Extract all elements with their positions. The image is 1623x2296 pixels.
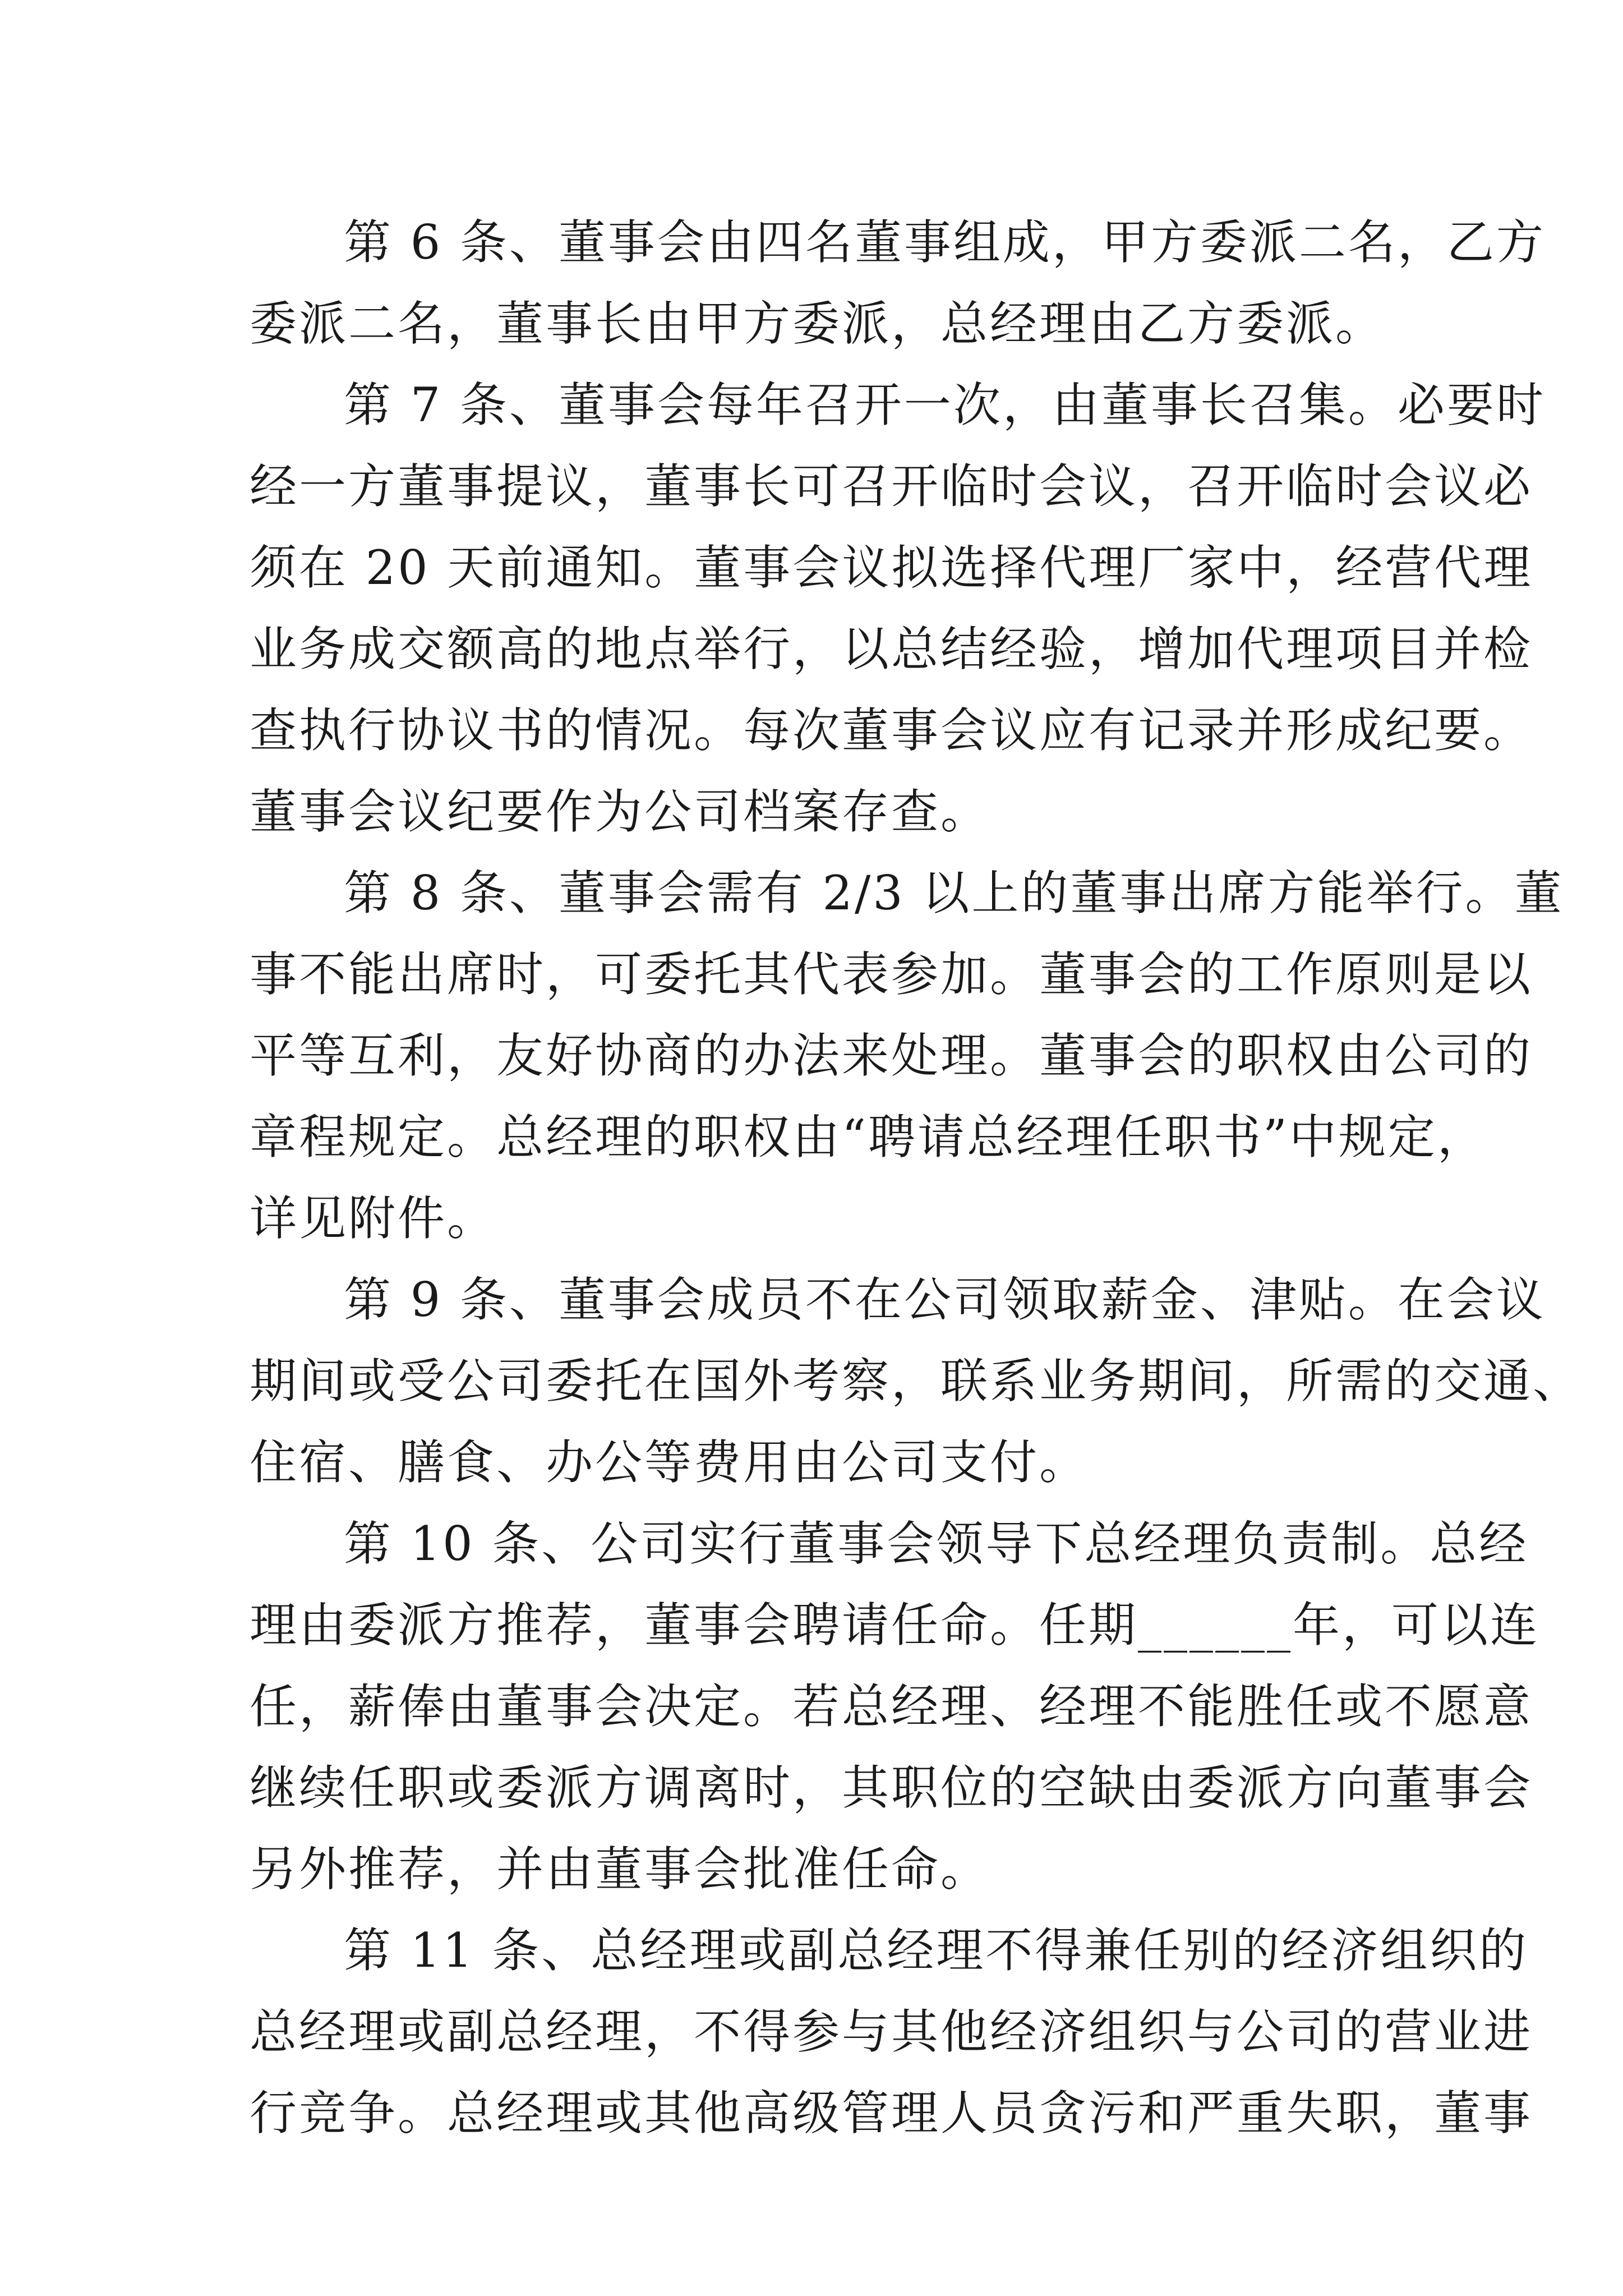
text-line: 委派二名，董事长由甲方委派，总经理由乙方委派。 [250,296,1385,351]
text-line: 第 10 条、公司实行董事会领导下总经理负责制。总经 [344,1516,1529,1571]
text-line: 经一方董事提议，董事长可召开临时会议，召开临时会议必 [250,459,1533,514]
text-line: 详见附件。 [250,1191,497,1246]
body-text [250,202,1583,2154]
text-line: 董事会议纪要作为公司档案存查。 [250,784,990,839]
text-line: 章程规定。总经理的职权由“聘请总经理任职书”中规定， [250,1110,1487,1165]
text-line: 第 6 条、董事会由四名董事组成，甲方委派二名，乙方 [344,215,1546,270]
text-line: 任，薪俸由董事会决定。若总经理、经理不能胜任或不愿意 [250,1679,1533,1734]
text-line: 另外推荐，并由董事会批准任命。 [250,1842,990,1897]
text-line: 须在 20 天前通知。董事会议拟选择代理厂家中，经营代理 [250,540,1533,595]
paragraph-article-7 [250,365,1546,853]
text-line: 业务成交额高的地点举行，以总结经验，增加代理项目并检 [250,622,1533,677]
text-line: 期间或受公司委托在国外考察，联系业务期间，所需的交通、 [250,1354,1583,1409]
paragraph-article-9 [250,1259,1583,1503]
paragraph-article-8 [250,853,1564,1259]
text-line: 总经理或副总经理，不得参与其他经济组织与公司的营业进 [250,2004,1533,2059]
text-line: 理由委派方推荐，董事会聘请任命。任期______年，可以连 [250,1598,1540,1653]
text-line: 第 8 条、董事会需有 2/3 以上的董事出席方能举行。董 [344,866,1564,921]
text-line: 查执行协议书的情况。每次董事会议应有记录并形成纪要。 [250,703,1533,758]
text-line: 住宿、膳食、办公等费用由公司支付。 [250,1435,1089,1490]
text-line: 第 7 条、董事会每年召开一次，由董事长召集。必要时 [344,378,1546,432]
text-line: 第 9 条、董事会成员不在公司领取薪金、津贴。在会议 [344,1272,1546,1327]
text-line: 事不能出席时，可委托其代表参加。董事会的工作原则是以 [250,947,1533,1002]
text-line: 行竞争。总经理或其他高级管理人员贪污和严重失职，董事 [250,2086,1533,2141]
text-line: 继续任职或委派方调离时，其职位的空缺由委派方向董事会 [250,1760,1533,1815]
text-line: 平等互利，友好协商的办法来处理。董事会的职权由公司的 [250,1028,1533,1083]
paragraph-article-10 [250,1503,1540,1910]
paragraph-article-6 [250,202,1546,365]
text-line: 第 11 条、总经理或副总经理不得兼任别的经济组织的 [344,1923,1529,1978]
paragraph-article-11 [250,1910,1533,2154]
